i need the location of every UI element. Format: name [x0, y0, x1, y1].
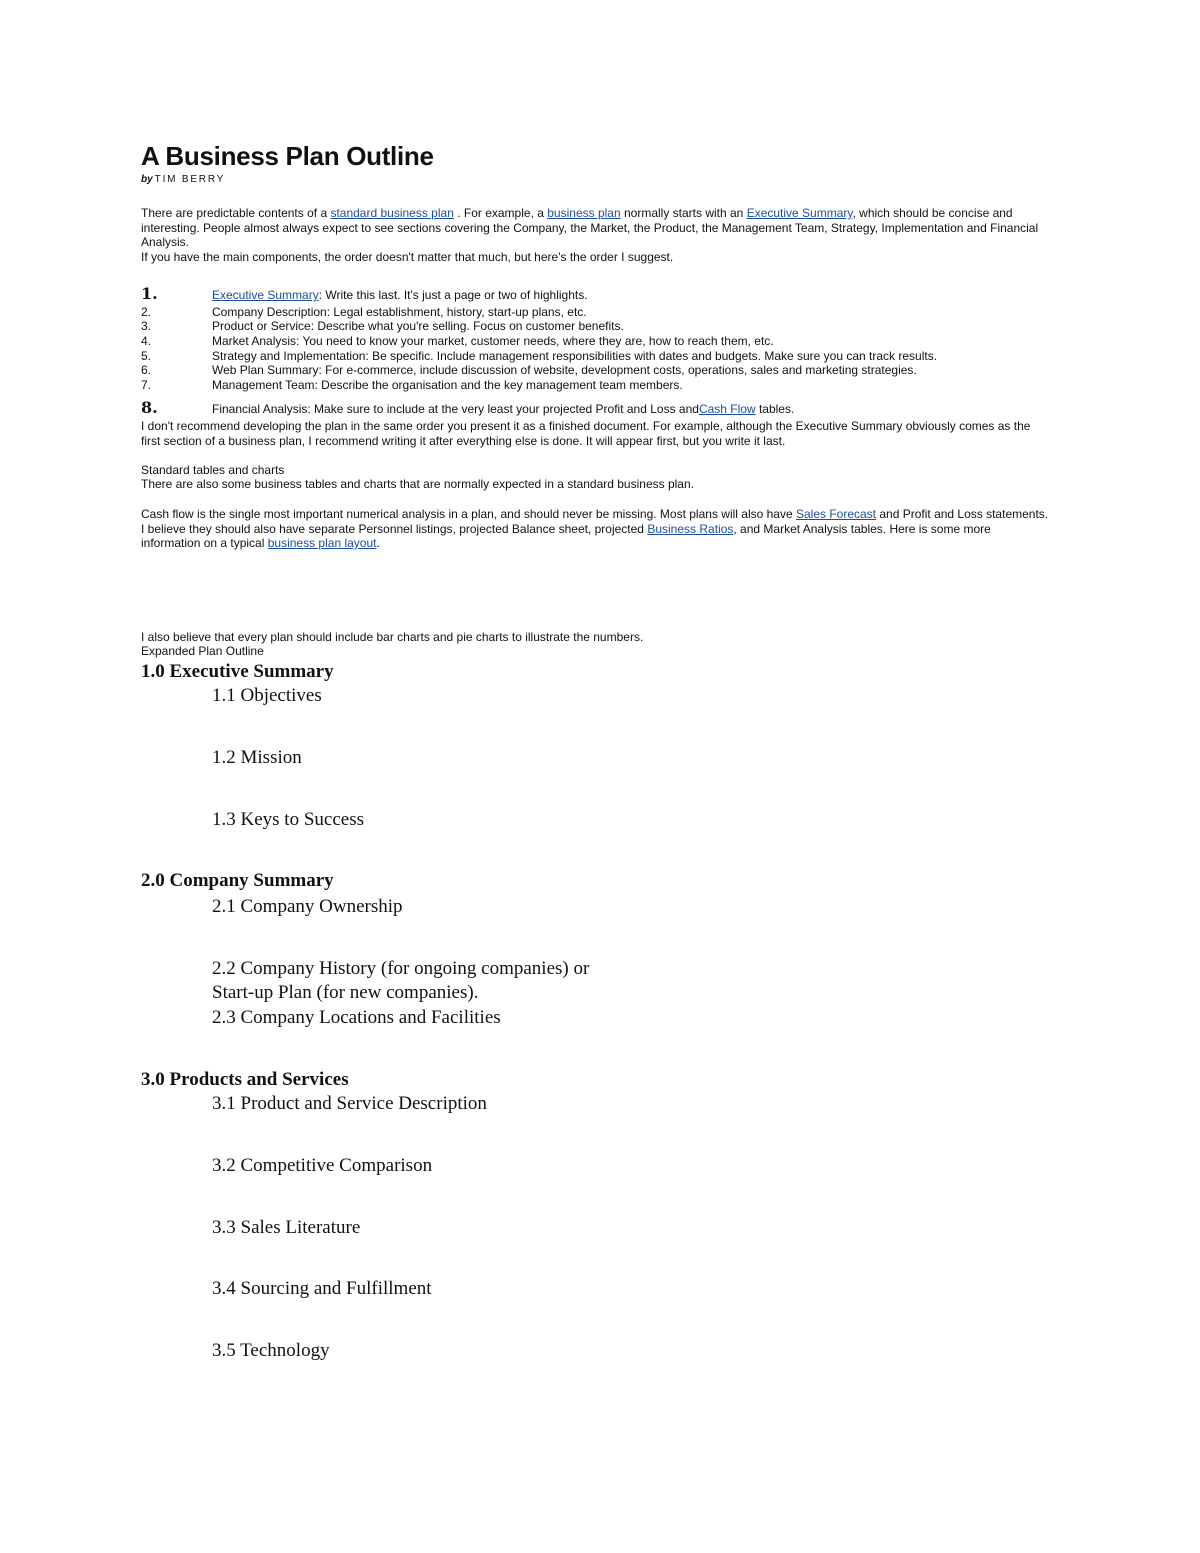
list-text: Financial Analysis: Make sure to include at the very least your projected Profit and Loss and	[212, 402, 699, 416]
list-text: Management Team: Describe the organisation and the key management team members.	[212, 378, 683, 392]
recommend-paragraph: I don't recommend developing the plan in the same order you present it as a finished document. For example, although the Executive Summary obviously comes as the first section of a business plan, I recommend writing it after everything else is done. It will appear first, but you write it last.	[141, 419, 1031, 448]
subsection-technology: 3.5 Technology	[212, 1340, 330, 1361]
list-number: 7.	[141, 378, 152, 392]
cash-flow-link[interactable]: Cash Flow	[698, 402, 756, 416]
paragraph-text: , and Market Analysis tables. Here is some more information on a typical	[141, 521, 991, 550]
paragraph-text: Cash flow is the single most important numerical analysis in a plan, and should never be missing. Most plans will also have	[141, 507, 796, 521]
byline	[141, 174, 225, 185]
subsection-company-history: 2.2 Company History (for ongoing companies) or	[212, 958, 590, 979]
subsection-objectives: 1.1 Objectives	[212, 685, 322, 706]
list-item	[141, 319, 1051, 334]
list-number: 3.	[141, 319, 152, 333]
tables-text: There are also some business tables and charts that are normally expected in a standard business plan.	[141, 477, 694, 491]
byline-prefix: by	[141, 174, 153, 185]
subsection-product-description: 3.1 Product and Service Description	[212, 1093, 487, 1114]
intro-text: There are predictable contents of a	[141, 206, 331, 220]
list-number: 4.	[141, 334, 152, 348]
charts-note: I also believe that every plan should include bar charts and pie charts to illustrate the numbers.	[141, 630, 644, 644]
list-number: 5.	[141, 349, 152, 363]
list-text: Strategy and Implementation: Be specific. Include management responsibilities with dates and budgets. Make sure you can track results.	[212, 349, 938, 363]
expanded-outline-label: Expanded Plan Outline	[141, 644, 264, 658]
subsection-keys-to-success: 1.3 Keys to Success	[212, 809, 364, 830]
business-ratios-link[interactable]: Business Ratios	[647, 521, 734, 536]
list-item	[141, 378, 1051, 393]
document-title: A Business Plan Outline	[141, 141, 434, 171]
subsection-mission: 1.2 Mission	[212, 747, 302, 768]
subsection-company-ownership: 2.1 Company Ownership	[212, 896, 403, 917]
intro-text: . For example, a	[453, 206, 548, 220]
business-plan-layout-link[interactable]: business plan layout	[267, 536, 377, 550]
list-text: tables.	[755, 402, 795, 416]
intro-paragraph	[141, 206, 1051, 250]
list-text: : Write this last. It's just a page or two of highlights.	[318, 288, 588, 302]
list-number: 6.	[141, 363, 152, 377]
cash-flow-paragraph	[141, 507, 1051, 551]
section-heading-company-summary: 2.0 Company Summary	[141, 870, 334, 891]
subsection-sourcing-fulfillment: 3.4 Sourcing and Fulfillment	[212, 1278, 432, 1299]
list-text: Product or Service: Describe what you're selling. Focus on customer benefits.	[212, 319, 624, 333]
business-plan-link[interactable]: business plan	[547, 206, 621, 220]
subsection-sales-literature: 3.3 Sales Literature	[212, 1217, 361, 1238]
list-number: 2.	[141, 305, 152, 319]
list-item	[141, 305, 1051, 320]
section-heading-products-services: 3.0 Products and Services	[141, 1069, 349, 1090]
paragraph-text: and Profit and Loss statements. I believe they should also have separate Personnel listings, projected Balance sheet, projected	[141, 507, 1049, 536]
list-item	[141, 284, 1051, 303]
subsection-startup-plan: Start-up Plan (for new companies).	[212, 982, 479, 1003]
list-item	[141, 334, 1051, 349]
subsection-company-locations: 2.3 Company Locations and Facilities	[212, 1007, 501, 1028]
subsection-competitive-comparison: 3.2 Competitive Comparison	[212, 1155, 433, 1176]
intro-text: normally starts with an	[620, 206, 747, 220]
executive-summary-link[interactable]: Executive Summary	[212, 288, 319, 302]
tables-heading: Standard tables and charts	[141, 463, 285, 477]
list-text: Company Description: Legal establishment, history, start-up plans, etc.	[212, 305, 587, 319]
list-text: Web Plan Summary: For e-commerce, include discussion of website, development costs, operations, sales and marketing strategies.	[212, 363, 917, 377]
executive-summary-link[interactable]: Executive Summary	[746, 206, 853, 220]
list-number: 8.	[141, 398, 158, 417]
sales-forecast-link[interactable]: Sales Forecast	[795, 507, 877, 521]
section-heading-executive-summary: 1.0 Executive Summary	[141, 661, 334, 682]
order-intro: If you have the main components, the order doesn't matter that much, but here's the order I suggest.	[141, 250, 674, 264]
list-item	[141, 349, 1051, 364]
list-item	[141, 398, 1051, 417]
list-text: Market Analysis: You need to know your market, customer needs, where they are, how to reach them, etc.	[212, 334, 774, 348]
paragraph-text: .	[376, 536, 380, 550]
standard-business-plan-link[interactable]: standard business plan	[330, 206, 454, 220]
author-name: TIM BERRY	[154, 174, 226, 185]
intro-text: , which should be concise and interesting. People almost always expect to see sections covering the Company, the Market, the Product, the Management Team, Strategy, Implementation and Financial Analysis.	[141, 206, 1039, 249]
list-number: 1.	[141, 284, 158, 303]
list-item	[141, 363, 1051, 378]
